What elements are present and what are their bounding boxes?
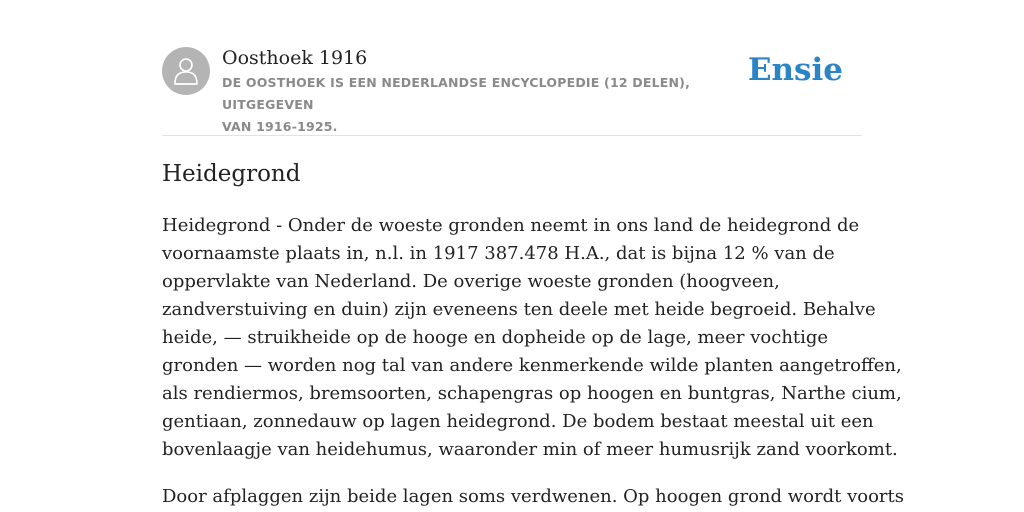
avatar[interactable]	[162, 47, 210, 95]
paragraph-line: oppervlakte van Nederland. De overige woeste gronden (hoogveen,	[162, 271, 780, 292]
paragraph-line: Heidegrond - Onder de woeste gronden neemt in ons land de heidegrond de	[162, 215, 860, 236]
source-description-line: DE OOSTHOEK IS EEN NEDERLANDSE ENCYCLOPEDIE (12 DELEN), UITGEGEVEN	[222, 75, 691, 112]
paragraph-line: heide, — struikheide op de hooge en dopheide op de lage, meer vochtige	[162, 327, 829, 348]
paragraph-line: bovenlaagje van heidehumus, waaronder min of meer humusrijk zand voorkomt.	[162, 439, 898, 460]
article-paragraph	[162, 483, 904, 511]
article-title: Heidegrond	[162, 161, 301, 187]
article-paragraph	[162, 212, 902, 464]
paragraph-line: gronden — worden nog tal van andere kenmerkende wilde planten aangetroffen,	[162, 355, 902, 376]
source-description	[222, 72, 762, 138]
paragraph-line: als rendiermos, bremsoorten, schapengras op hoogen en buntgras, Narthe cium,	[162, 383, 902, 404]
ensie-logo-link[interactable]: Ensie	[747, 52, 843, 88]
paragraph-line: Door afplaggen zijn beide lagen soms verdwenen. Op hoogen grond wordt voorts	[162, 486, 904, 507]
paragraph-line: gentiaan, zonnedauw op lagen heidegrond. De bodem bestaat meestal uit een	[162, 411, 874, 432]
divider	[162, 135, 862, 136]
user-silhouette-icon	[173, 57, 199, 85]
source-header	[162, 46, 862, 136]
paragraph-line: voornaamste plaats in, n.l. in 1917 387.478 H.A., dat is bijna 12 % van de	[162, 243, 835, 264]
source-title[interactable]: Oosthoek 1916	[222, 47, 368, 69]
source-description-line: VAN 1916-1925.	[222, 119, 338, 134]
paragraph-line: zandverstuiving en duin) zijn eveneens ten deele met heide begroeid. Behalve	[162, 299, 876, 320]
